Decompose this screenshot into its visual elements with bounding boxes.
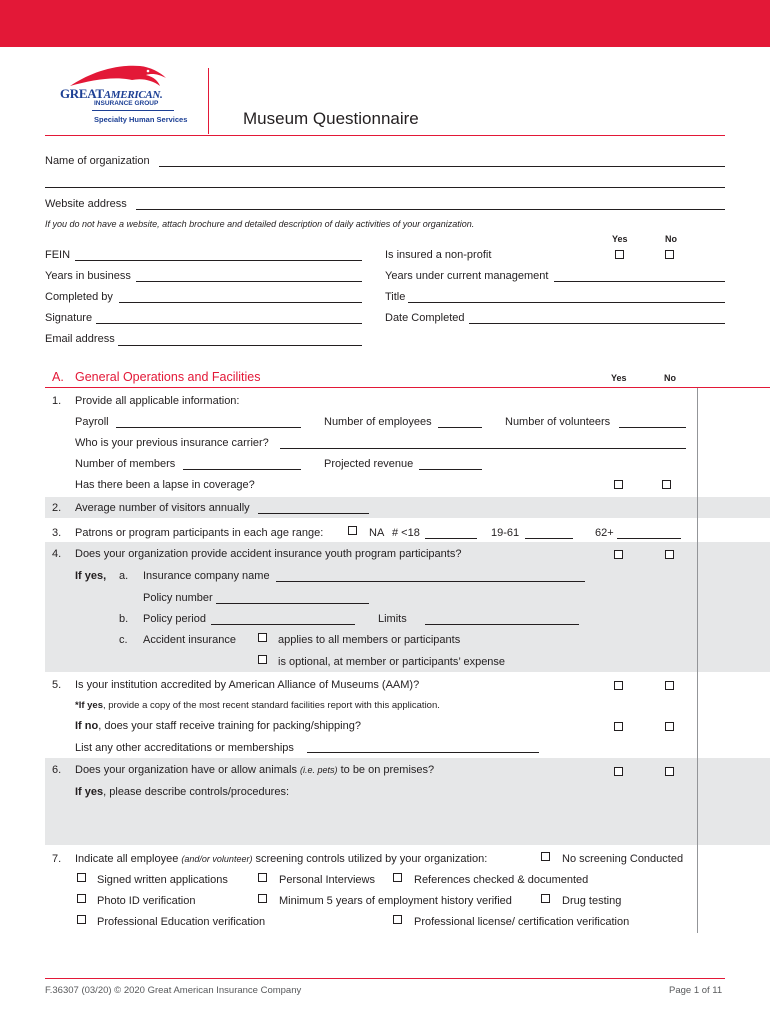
policy-period-label: Policy period [143,613,206,625]
policy-number-label: Policy number [143,592,213,604]
company-label: Insurance company name [143,570,270,582]
interviews-checkbox[interactable] [258,873,267,882]
q5-number: 5. [52,679,62,691]
logo-great: GREAT [60,86,104,101]
over62-field[interactable] [617,538,681,539]
q6-yes-checkbox[interactable] [614,767,623,776]
q6-ifyes-rest: , please describe controls/procedures: [103,786,290,798]
signed-apps-checkbox[interactable] [77,873,86,882]
min5-checkbox[interactable] [258,894,267,903]
q6-text-a: Does your organization have or allow animals [75,764,301,776]
opt2-label: is optional, at member or participants’ expense [278,656,506,668]
references-label: References checked & documented [414,874,589,886]
q4-yes-checkbox[interactable] [614,550,623,559]
q2-text: Average number of visitors annually [75,502,250,514]
section-letter: A. [52,370,64,384]
nonprofit-label: Is insured a non-profit [385,249,492,261]
footer-page: Page 1 of 11 [669,985,723,996]
q5-text: Is your institution accredited by American Alliance of Museums (AAM)? [75,679,420,691]
footer-rule [45,978,725,979]
q7-text [75,853,487,865]
header-rule [45,135,725,136]
q1-number: 1. [52,395,62,407]
payroll-label: Payroll [75,416,109,428]
q5-note-bold: *If yes [75,700,103,711]
title-label: Title [385,291,406,303]
license-label: Professional license/ certification verification [414,916,630,928]
q4-if-yes: If yes, [75,570,107,582]
logo-group: INSURANCE GROUP [94,100,159,107]
signed-apps-label: Signed written applications [97,874,228,886]
employees-label: Number of employees [324,416,432,428]
org-name-label: Name of organization [45,155,150,167]
header-divider [208,68,209,134]
accident-label: Accident insurance [143,634,236,646]
years-business-label: Years in business [45,270,131,282]
q5-note [75,700,440,711]
nonprofit-yes-checkbox[interactable] [615,250,624,259]
nonprofit-no-checkbox[interactable] [665,250,674,259]
education-label: Professional Education verification [97,916,266,928]
members-label: Number of members [75,458,176,470]
website-label: Website address [45,198,127,210]
q4-text: Does your organization provide accident insurance youth program participants? [75,548,462,560]
q6-no-checkbox[interactable] [665,767,674,776]
completed-by-field[interactable] [119,302,362,303]
email-label: Email address [45,333,115,345]
references-checkbox[interactable] [393,873,402,882]
years-mgmt-field[interactable] [554,281,725,282]
q5-ifno-bold: If no [75,720,99,732]
opt1-label: applies to all members or participants [278,634,461,646]
members-field[interactable] [183,469,301,470]
q4-a: a. [119,570,129,582]
fein-field[interactable] [75,260,362,261]
years-business-field[interactable] [136,281,362,282]
policy-period-field[interactable] [211,624,355,625]
q6-ifyes [75,786,289,798]
q5-note-rest: , provide a copy of the most recent standard facilities report with this application. [103,700,440,711]
under18-field[interactable] [425,538,477,539]
no-screening-checkbox[interactable] [541,852,550,861]
completed-by-label: Completed by [45,291,113,303]
q5-ifno-rest: , does your staff receive training for packing/shipping? [98,720,361,732]
q5-other-field[interactable] [307,752,539,753]
no-screening-label: No screening Conducted [562,853,684,865]
limits-field[interactable] [425,624,579,625]
table-right-border [697,388,698,933]
lapse-no-checkbox[interactable] [662,480,671,489]
q5-ifno [75,720,361,732]
top-banner [0,0,770,47]
over62-label: 62+ [595,527,614,539]
email-field[interactable] [118,345,362,346]
website-note: If you do not have a website, attach brochure and detailed description of daily activities of your organization. [45,219,475,229]
lapse-label: Has there been a lapse in coverage? [75,479,255,491]
limits-label: Limits [378,613,407,625]
signature-field[interactable] [96,323,362,324]
q5-no-checkbox[interactable] [665,681,674,690]
payroll-field[interactable] [116,427,301,428]
visitors-field[interactable] [258,513,369,514]
license-checkbox[interactable] [393,915,402,924]
footer-form: F.36307 (03/20) © 2020 Great American Insurance Company [45,985,302,996]
volunteers-field[interactable] [619,427,686,428]
q6-text [75,764,434,776]
q3-number: 3. [52,527,62,539]
logo-division: Specialty Human Services [94,115,188,124]
revenue-field[interactable] [419,469,482,470]
q6-number: 6. [52,764,62,776]
carrier-label: Who is your previous insurance carrier? [75,437,269,449]
section-no-header: No [664,373,676,383]
q7-text-b: screening controls utilized by your organization: [252,853,488,865]
drug-checkbox[interactable] [541,894,550,903]
date-completed-label: Date Completed [385,312,465,324]
q4-b: b. [119,613,129,625]
education-checkbox[interactable] [77,915,86,924]
q2-number: 2. [52,502,62,514]
na-label: NA [369,527,385,539]
opt1-checkbox[interactable] [258,633,267,642]
section-rule [45,387,770,388]
years-mgmt-label: Years under current management [385,270,549,282]
q4-shade [45,542,770,672]
section-yes-header: Yes [611,373,627,383]
section-title: General Operations and Facilities [75,370,261,384]
yes-header: Yes [612,234,628,244]
org-name-field[interactable] [159,166,725,167]
logo-american: AMERICAN. [103,89,163,101]
drug-label: Drug testing [562,895,622,907]
interviews-label: Personal Interviews [279,874,375,886]
revenue-label: Projected revenue [324,458,414,470]
training-yes-checkbox[interactable] [614,722,623,731]
opt2-checkbox[interactable] [258,655,267,664]
policy-number-field[interactable] [216,603,369,604]
date-completed-field[interactable] [469,323,725,324]
signature-label: Signature [45,312,93,324]
lapse-yes-checkbox[interactable] [614,480,623,489]
q1-text: Provide all applicable information: [75,395,240,407]
q7-number: 7. [52,853,62,865]
training-no-checkbox[interactable] [665,722,674,731]
volunteers-label: Number of volunteers [505,416,611,428]
page-title: Museum Questionnaire [243,109,419,128]
q7-text-a: Indicate all employee [75,853,182,865]
website-field[interactable] [136,209,725,210]
employees-field[interactable] [438,427,482,428]
photo-id-checkbox[interactable] [77,894,86,903]
q6-text-i: (i.e. pets) [300,765,338,775]
org-name-field-2[interactable] [45,187,725,188]
q4-no-checkbox[interactable] [665,550,674,559]
q6-text-b: to be on premises? [337,764,435,776]
under18-label: # <18 [392,527,420,539]
carrier-field[interactable] [280,448,686,449]
mid-label: 19-61 [491,527,520,539]
title-field[interactable] [408,302,725,303]
q4-c: c. [119,634,128,646]
company-field[interactable] [276,581,585,582]
q3-text: Patrons or program participants in each age range: [75,527,324,539]
q4-number: 4. [52,548,62,560]
q5-yes-checkbox[interactable] [614,681,623,690]
mid-field[interactable] [525,538,573,539]
q7-text-i: (and/or volunteer) [181,854,253,864]
q6-ifyes-bold: If yes [75,786,104,798]
photo-id-label: Photo ID verification [97,895,196,907]
min5-label: Minimum 5 years of employment history verified [279,895,512,907]
na-checkbox[interactable] [348,526,357,535]
q5-other-label: List any other accreditations or memberships [75,742,294,754]
no-header: No [665,234,677,244]
fein-label: FEIN [45,249,71,261]
